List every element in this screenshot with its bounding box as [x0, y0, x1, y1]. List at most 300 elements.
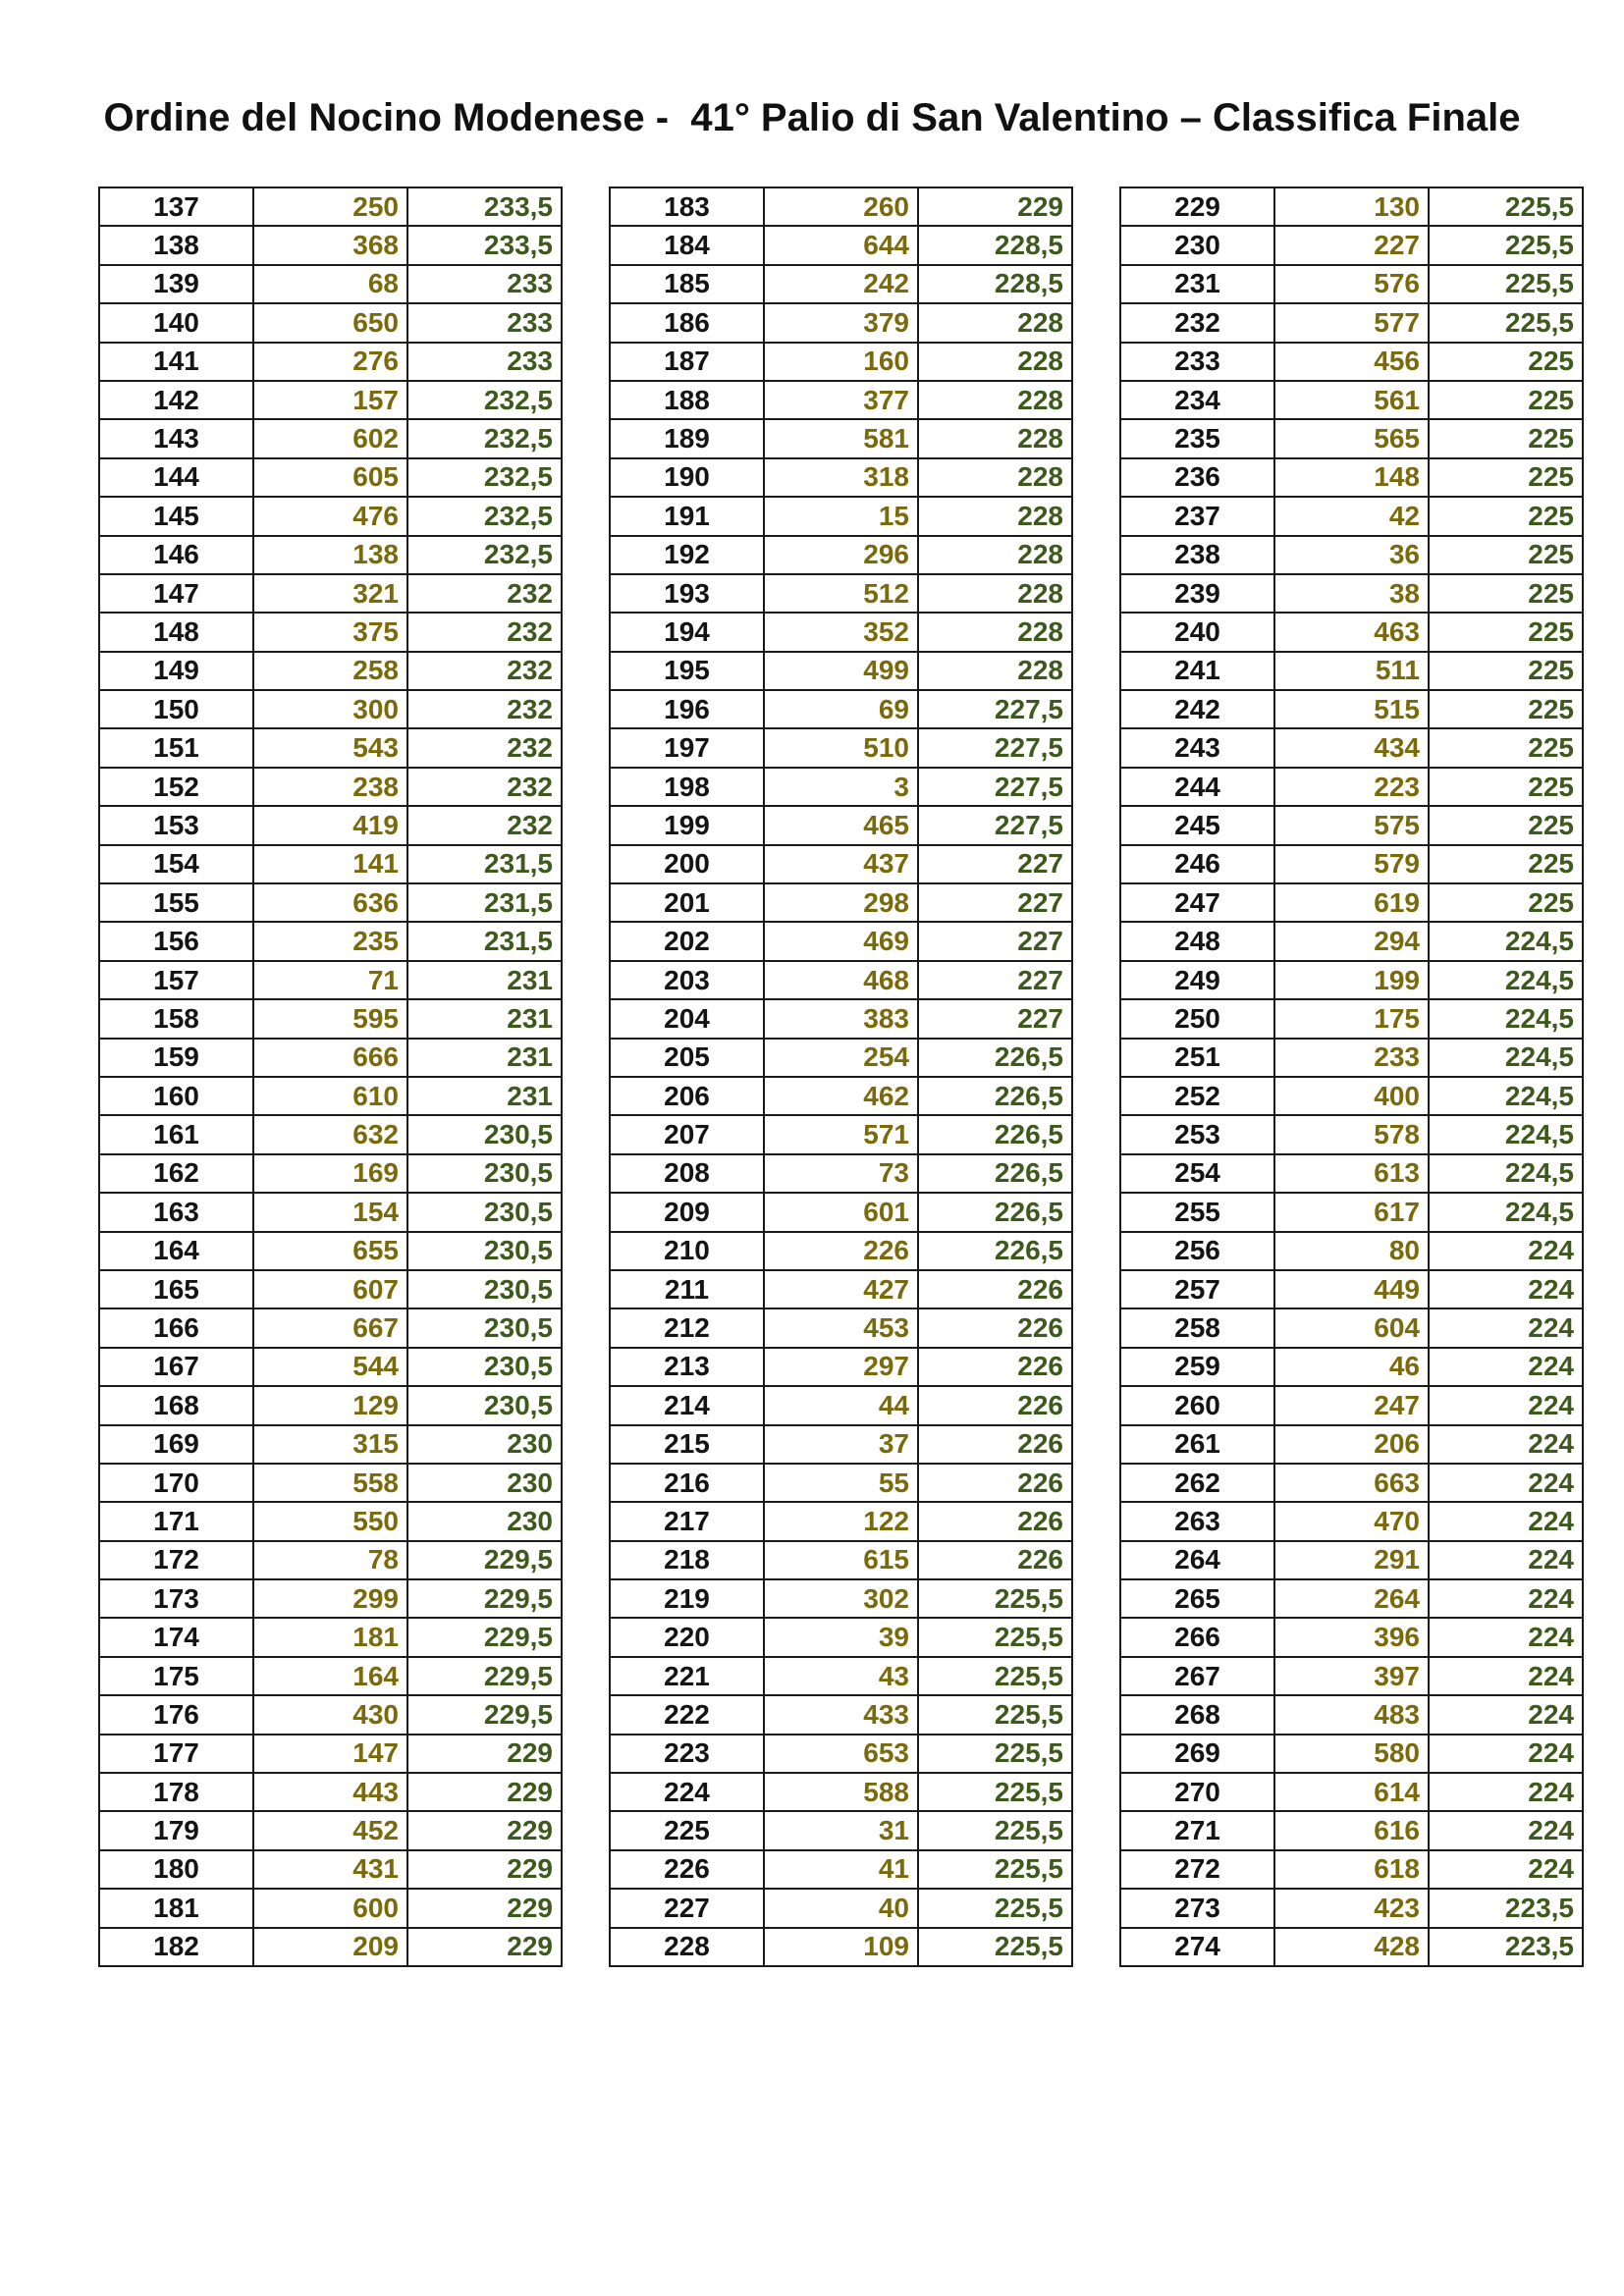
table-row	[1120, 574, 1583, 613]
table-row	[99, 1850, 562, 1889]
entry-number-cell: 601	[764, 1193, 918, 1231]
score-cell: 224	[1429, 1579, 1583, 1618]
rank-cell: 139	[99, 265, 253, 303]
score-cell: 228,5	[918, 265, 1072, 303]
table-row	[99, 1154, 562, 1193]
rank-cell: 157	[99, 961, 253, 999]
table-row	[99, 1193, 562, 1231]
score-cell: 229,5	[407, 1541, 562, 1579]
rank-cell: 234	[1120, 381, 1274, 419]
table-row	[1120, 187, 1583, 226]
score-cell: 232	[407, 690, 562, 728]
score-cell: 230,5	[407, 1115, 562, 1153]
rank-cell: 150	[99, 690, 253, 728]
table-row	[1120, 1579, 1583, 1618]
rank-cell: 192	[610, 536, 764, 574]
entry-number-cell: 37	[764, 1425, 918, 1464]
entry-number-cell: 578	[1274, 1115, 1429, 1153]
rank-cell: 185	[610, 265, 764, 303]
score-cell: 226	[918, 1425, 1072, 1464]
table-row	[610, 1425, 1072, 1464]
table-row	[1120, 458, 1583, 497]
score-cell: 229	[407, 1889, 562, 1927]
score-cell: 229,5	[407, 1579, 562, 1618]
table-row	[1120, 1232, 1583, 1270]
score-cell: 224	[1429, 1386, 1583, 1424]
rank-cell: 253	[1120, 1115, 1274, 1153]
entry-number-cell: 456	[1274, 343, 1429, 381]
table-row	[99, 1232, 562, 1270]
rank-cell: 177	[99, 1735, 253, 1773]
score-cell: 224	[1429, 1308, 1583, 1347]
table-row	[610, 1348, 1072, 1386]
rank-cell: 216	[610, 1464, 764, 1502]
score-cell: 225,5	[918, 1618, 1072, 1656]
table-row	[99, 1928, 562, 1966]
rank-cell: 270	[1120, 1773, 1274, 1811]
rank-cell: 226	[610, 1850, 764, 1889]
score-cell: 233	[407, 343, 562, 381]
rank-cell: 198	[610, 768, 764, 806]
rank-cell: 179	[99, 1811, 253, 1849]
score-cell: 226	[918, 1386, 1072, 1424]
rank-cell: 245	[1120, 806, 1274, 844]
entry-number-cell: 397	[1274, 1657, 1429, 1695]
rank-cell: 271	[1120, 1811, 1274, 1849]
rank-cell: 140	[99, 303, 253, 342]
table-row	[1120, 381, 1583, 419]
entry-number-cell: 109	[764, 1928, 918, 1966]
entry-number-cell: 400	[1274, 1077, 1429, 1115]
rank-cell: 256	[1120, 1232, 1274, 1270]
entry-number-cell: 580	[1274, 1735, 1429, 1773]
entry-number-cell: 613	[1274, 1154, 1429, 1193]
entry-number-cell: 449	[1274, 1270, 1429, 1308]
score-cell: 224	[1429, 1270, 1583, 1308]
entry-number-cell: 258	[253, 652, 407, 690]
rank-cell: 173	[99, 1579, 253, 1618]
rank-cell: 267	[1120, 1657, 1274, 1695]
table-row	[1120, 1618, 1583, 1656]
score-cell: 232,5	[407, 381, 562, 419]
entry-number-cell: 512	[764, 574, 918, 613]
score-cell: 228	[918, 497, 1072, 535]
score-cell: 230	[407, 1502, 562, 1540]
score-cell: 224,5	[1429, 999, 1583, 1038]
score-cell: 225	[1429, 419, 1583, 457]
entry-number-cell: 604	[1274, 1308, 1429, 1347]
score-cell: 224,5	[1429, 1039, 1583, 1077]
score-cell: 231	[407, 961, 562, 999]
entry-number-cell: 543	[253, 728, 407, 767]
score-cell: 225	[1429, 690, 1583, 728]
rank-cell: 230	[1120, 226, 1274, 264]
rank-cell: 262	[1120, 1464, 1274, 1502]
table-row	[610, 419, 1072, 457]
score-cell: 233	[407, 303, 562, 342]
score-cell: 225	[1429, 613, 1583, 651]
entry-number-cell: 476	[253, 497, 407, 535]
score-cell: 227,5	[918, 806, 1072, 844]
table-row	[1120, 768, 1583, 806]
entry-number-cell: 588	[764, 1773, 918, 1811]
table-row	[99, 690, 562, 728]
entry-number-cell: 233	[1274, 1039, 1429, 1077]
rank-cell: 196	[610, 690, 764, 728]
entry-number-cell: 428	[1274, 1928, 1429, 1966]
table-row	[1120, 536, 1583, 574]
table-row	[99, 1811, 562, 1849]
rank-cell: 213	[610, 1348, 764, 1386]
rank-cell: 227	[610, 1889, 764, 1927]
entry-number-cell: 465	[764, 806, 918, 844]
rank-cell: 153	[99, 806, 253, 844]
entry-number-cell: 423	[1274, 1889, 1429, 1927]
table-row	[1120, 652, 1583, 690]
entry-number-cell: 571	[764, 1115, 918, 1153]
entry-number-cell: 164	[253, 1657, 407, 1695]
rank-cell: 158	[99, 999, 253, 1038]
table-row	[99, 1039, 562, 1077]
score-cell: 233,5	[407, 187, 562, 226]
entry-number-cell: 515	[1274, 690, 1429, 728]
table-row	[1120, 1811, 1583, 1849]
score-cell: 225	[1429, 497, 1583, 535]
score-cell: 225	[1429, 343, 1583, 381]
table-row	[1120, 419, 1583, 457]
score-cell: 226,5	[918, 1232, 1072, 1270]
entry-number-cell: 31	[764, 1811, 918, 1849]
entry-number-cell: 181	[253, 1618, 407, 1656]
table-row	[99, 343, 562, 381]
entry-number-cell: 463	[1274, 613, 1429, 651]
rank-cell: 257	[1120, 1270, 1274, 1308]
score-cell: 228	[918, 343, 1072, 381]
rank-cell: 168	[99, 1386, 253, 1424]
table-row	[1120, 1464, 1583, 1502]
score-cell: 227,5	[918, 690, 1072, 728]
rank-cell: 265	[1120, 1579, 1274, 1618]
entry-number-cell: 443	[253, 1773, 407, 1811]
score-cell: 226	[918, 1348, 1072, 1386]
table-row	[1120, 845, 1583, 883]
rank-cell: 199	[610, 806, 764, 844]
score-cell: 225	[1429, 536, 1583, 574]
rank-cell: 215	[610, 1425, 764, 1464]
table-row	[610, 574, 1072, 613]
table-row	[1120, 1850, 1583, 1889]
table-row	[1120, 1735, 1583, 1773]
entry-number-cell: 511	[1274, 652, 1429, 690]
score-cell: 225	[1429, 458, 1583, 497]
table-row	[99, 768, 562, 806]
score-cell: 231,5	[407, 922, 562, 960]
score-cell: 229,5	[407, 1657, 562, 1695]
table-row	[610, 1308, 1072, 1347]
rank-cell: 258	[1120, 1308, 1274, 1347]
table-row	[610, 1811, 1072, 1849]
table-row	[99, 613, 562, 651]
entry-number-cell: 615	[764, 1541, 918, 1579]
table-row	[99, 497, 562, 535]
table-row	[610, 1502, 1072, 1540]
score-cell: 227	[918, 961, 1072, 999]
entry-number-cell: 148	[1274, 458, 1429, 497]
table-row	[99, 1889, 562, 1927]
table-row	[610, 343, 1072, 381]
entry-number-cell: 154	[253, 1193, 407, 1231]
entry-number-cell: 238	[253, 768, 407, 806]
entry-number-cell: 579	[1274, 845, 1429, 883]
rank-cell: 235	[1120, 419, 1274, 457]
rank-cell: 250	[1120, 999, 1274, 1038]
score-cell: 226,5	[918, 1039, 1072, 1077]
score-cell: 225	[1429, 806, 1583, 844]
score-cell: 231,5	[407, 845, 562, 883]
rank-cell: 178	[99, 1773, 253, 1811]
score-cell: 230,5	[407, 1193, 562, 1231]
rank-cell: 221	[610, 1657, 764, 1695]
entry-number-cell: 600	[253, 1889, 407, 1927]
score-cell: 224	[1429, 1618, 1583, 1656]
table-row	[610, 226, 1072, 264]
table-row	[610, 883, 1072, 922]
table-row	[99, 536, 562, 574]
entry-number-cell: 254	[764, 1039, 918, 1077]
entry-number-cell: 300	[253, 690, 407, 728]
score-cell: 225,5	[918, 1850, 1072, 1889]
score-cell: 224,5	[1429, 961, 1583, 999]
entry-number-cell: 3	[764, 768, 918, 806]
table-row	[99, 845, 562, 883]
score-cell: 229	[407, 1811, 562, 1849]
score-cell: 230,5	[407, 1348, 562, 1386]
rank-cell: 191	[610, 497, 764, 535]
rank-cell: 155	[99, 883, 253, 922]
table-row	[610, 1039, 1072, 1077]
score-cell: 224	[1429, 1232, 1583, 1270]
rank-cell: 189	[610, 419, 764, 457]
rank-cell: 149	[99, 652, 253, 690]
rank-cell: 154	[99, 845, 253, 883]
entry-number-cell: 453	[764, 1308, 918, 1347]
score-cell: 226,5	[918, 1115, 1072, 1153]
score-cell: 224,5	[1429, 1077, 1583, 1115]
score-cell: 228	[918, 419, 1072, 457]
score-cell: 229	[407, 1850, 562, 1889]
entry-number-cell: 321	[253, 574, 407, 613]
rank-cell: 272	[1120, 1850, 1274, 1889]
table-row	[1120, 883, 1583, 922]
entry-number-cell: 15	[764, 497, 918, 535]
score-cell: 232,5	[407, 419, 562, 457]
score-cell: 232	[407, 728, 562, 767]
rank-cell: 246	[1120, 845, 1274, 883]
entry-number-cell: 227	[1274, 226, 1429, 264]
table-row	[1120, 1270, 1583, 1308]
score-cell: 232	[407, 652, 562, 690]
table-row	[99, 458, 562, 497]
entry-number-cell: 250	[253, 187, 407, 226]
rank-cell: 142	[99, 381, 253, 419]
table-row	[610, 999, 1072, 1038]
score-cell: 224	[1429, 1541, 1583, 1579]
table-row	[610, 1928, 1072, 1966]
table-row	[610, 1541, 1072, 1579]
score-cell: 225	[1429, 574, 1583, 613]
score-cell: 225,5	[918, 1928, 1072, 1966]
score-cell: 225,5	[1429, 187, 1583, 226]
rank-cell: 206	[610, 1077, 764, 1115]
rank-cell: 184	[610, 226, 764, 264]
rank-cell: 204	[610, 999, 764, 1038]
table-row	[610, 1695, 1072, 1734]
rank-cell: 252	[1120, 1077, 1274, 1115]
table-row	[99, 574, 562, 613]
rank-cell: 183	[610, 187, 764, 226]
score-cell: 224	[1429, 1425, 1583, 1464]
entry-number-cell: 206	[1274, 1425, 1429, 1464]
entry-number-cell: 470	[1274, 1502, 1429, 1540]
table-row	[1120, 497, 1583, 535]
entry-number-cell: 315	[253, 1425, 407, 1464]
rank-cell: 143	[99, 419, 253, 457]
score-cell: 231,5	[407, 883, 562, 922]
rank-cell: 207	[610, 1115, 764, 1153]
rank-cell: 237	[1120, 497, 1274, 535]
entry-number-cell: 41	[764, 1850, 918, 1889]
entry-number-cell: 468	[764, 961, 918, 999]
rank-cell: 225	[610, 1811, 764, 1849]
entry-number-cell: 419	[253, 806, 407, 844]
entry-number-cell: 577	[1274, 303, 1429, 342]
score-cell: 224,5	[1429, 1193, 1583, 1231]
rank-cell: 156	[99, 922, 253, 960]
table-row	[99, 265, 562, 303]
rank-cell: 220	[610, 1618, 764, 1656]
rank-cell: 269	[1120, 1735, 1274, 1773]
table-row	[99, 1348, 562, 1386]
score-cell: 232,5	[407, 458, 562, 497]
rank-cell: 145	[99, 497, 253, 535]
rank-cell: 248	[1120, 922, 1274, 960]
score-cell: 225	[1429, 883, 1583, 922]
table-row	[99, 999, 562, 1038]
entry-number-cell: 431	[253, 1850, 407, 1889]
score-cell: 224	[1429, 1735, 1583, 1773]
rank-cell: 249	[1120, 961, 1274, 999]
rank-cell: 229	[1120, 187, 1274, 226]
entry-number-cell: 619	[1274, 883, 1429, 922]
table-row	[1120, 999, 1583, 1038]
rank-cell: 223	[610, 1735, 764, 1773]
entry-number-cell: 427	[764, 1270, 918, 1308]
table-row	[99, 1386, 562, 1424]
rank-cell: 268	[1120, 1695, 1274, 1734]
table-row	[610, 1154, 1072, 1193]
ranking-tables	[98, 187, 1581, 2150]
score-cell: 226	[918, 1270, 1072, 1308]
score-cell: 224	[1429, 1657, 1583, 1695]
score-cell: 224	[1429, 1502, 1583, 1540]
rank-cell: 259	[1120, 1348, 1274, 1386]
ranking-table-1	[98, 187, 563, 1967]
table-row	[99, 1735, 562, 1773]
rank-cell: 273	[1120, 1889, 1274, 1927]
score-cell: 224,5	[1429, 1154, 1583, 1193]
rank-cell: 241	[1120, 652, 1274, 690]
entry-number-cell: 666	[253, 1039, 407, 1077]
rank-cell: 228	[610, 1928, 764, 1966]
score-cell: 229,5	[407, 1618, 562, 1656]
entry-number-cell: 302	[764, 1579, 918, 1618]
rank-cell: 274	[1120, 1928, 1274, 1966]
table-row	[610, 1270, 1072, 1308]
table-row	[610, 1077, 1072, 1115]
rank-cell: 224	[610, 1773, 764, 1811]
rank-cell: 152	[99, 768, 253, 806]
score-cell: 226	[918, 1464, 1072, 1502]
entry-number-cell: 433	[764, 1695, 918, 1734]
table-row	[99, 1695, 562, 1734]
entry-number-cell: 383	[764, 999, 918, 1038]
entry-number-cell: 602	[253, 419, 407, 457]
table-row	[99, 728, 562, 767]
rank-cell: 231	[1120, 265, 1274, 303]
score-cell: 226,5	[918, 1193, 1072, 1231]
entry-number-cell: 242	[764, 265, 918, 303]
rank-cell: 232	[1120, 303, 1274, 342]
rank-cell: 193	[610, 574, 764, 613]
score-cell: 223,5	[1429, 1928, 1583, 1966]
rank-cell: 255	[1120, 1193, 1274, 1231]
entry-number-cell: 46	[1274, 1348, 1429, 1386]
entry-number-cell: 276	[253, 343, 407, 381]
rank-cell: 251	[1120, 1039, 1274, 1077]
entry-number-cell: 558	[253, 1464, 407, 1502]
rank-cell: 242	[1120, 690, 1274, 728]
rank-cell: 266	[1120, 1618, 1274, 1656]
score-cell: 224,5	[1429, 1115, 1583, 1153]
table-row	[610, 381, 1072, 419]
rank-cell: 164	[99, 1232, 253, 1270]
entry-number-cell: 663	[1274, 1464, 1429, 1502]
rank-cell: 190	[610, 458, 764, 497]
rank-cell: 138	[99, 226, 253, 264]
rank-cell: 205	[610, 1039, 764, 1077]
score-cell: 224,5	[1429, 922, 1583, 960]
entry-number-cell: 209	[253, 1928, 407, 1966]
entry-number-cell: 434	[1274, 728, 1429, 767]
rank-cell: 200	[610, 845, 764, 883]
entry-number-cell: 616	[1274, 1811, 1429, 1849]
score-cell: 232,5	[407, 497, 562, 535]
entry-number-cell: 122	[764, 1502, 918, 1540]
score-cell: 231	[407, 999, 562, 1038]
score-cell: 226,5	[918, 1077, 1072, 1115]
score-cell: 233,5	[407, 226, 562, 264]
score-cell: 230,5	[407, 1386, 562, 1424]
table-row	[1120, 613, 1583, 651]
rank-cell: 203	[610, 961, 764, 999]
ranking-table-3	[1119, 187, 1584, 1967]
table-row	[99, 806, 562, 844]
entry-number-cell: 223	[1274, 768, 1429, 806]
table-row	[1120, 1657, 1583, 1695]
entry-number-cell: 318	[764, 458, 918, 497]
score-cell: 229	[918, 187, 1072, 226]
rank-cell: 217	[610, 1502, 764, 1540]
